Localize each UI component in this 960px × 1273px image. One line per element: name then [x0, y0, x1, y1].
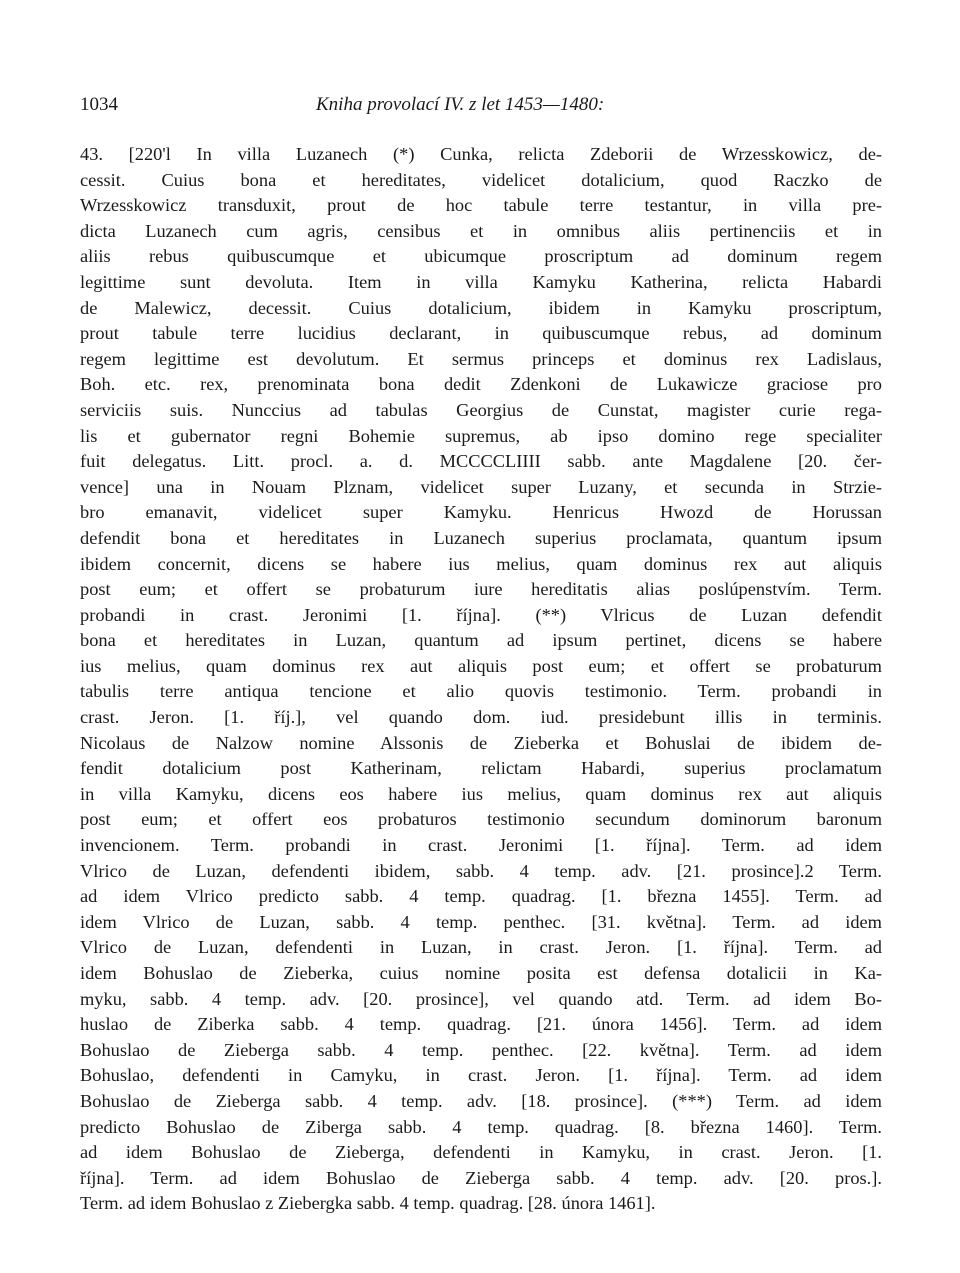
text-line: Bohuslao de Zieberga sabb. 4 temp. adv. [18. prosince]. (***) Term. ad idem	[80, 1090, 882, 1111]
text-line: lis et gubernator regni Bohemie supremus, ab ipso domino rege specialiter	[80, 425, 882, 446]
text-line: aliis rebus quibuscumque et ubicumque proscriptum ad dominum regem	[80, 246, 882, 267]
text-line: legittime sunt devoluta. Item in villa Kamyku Katherina, relicta Habardi	[80, 271, 882, 292]
text-line: Wrzesskowicz transduxit, prout de hoc tabule terre testantur, in villa pre-	[80, 195, 882, 216]
page-number: 1034	[80, 94, 118, 115]
text-line: fendit dotalicium post Katherinam, relictam Habardi, superius proclamatum	[80, 758, 882, 779]
text-line: bro emanavit, videlicet super Kamyku. Henricus Hwozd de Horussan	[80, 502, 882, 523]
text-line: ius melius, quam dominus rex aut aliquis post eum; et offert se probaturum	[80, 655, 882, 676]
text-line: myku, sabb. 4 temp. adv. [20. prosince], vel quando atd. Term. ad idem Bo-	[80, 988, 882, 1009]
text-line: října]. Term. ad idem Bohuslao de Zieberga sabb. 4 temp. adv. [20. pros.].	[80, 1167, 882, 1188]
text-line: Bohuslao de Zieberga sabb. 4 temp. penthec. [22. května]. Term. ad idem	[80, 1039, 882, 1060]
text-line: huslao de Ziberka sabb. 4 temp. quadrag. [21. února 1456]. Term. ad idem	[80, 1014, 882, 1035]
text-line: prout tabule terre lucidius declarant, in quibuscumque rebus, ad dominum	[80, 323, 882, 344]
text-line: vence] una in Nouam Plznam, videlicet super Luzany, et secunda in Strzie-	[80, 476, 882, 497]
text-line: predicto Bohuslao de Ziberga sabb. 4 temp. quadrag. [8. března 1460]. Term.	[80, 1116, 882, 1137]
text-line: Term. ad idem Bohuslao z Ziebergka sabb. 4 temp. quadrag. [28. února 1461].	[80, 1193, 656, 1214]
text-line: ibidem concernit, dicens se habere ius melius, quam dominus rex aut aliquis	[80, 553, 882, 574]
text-line: dicta Luzanech cum agris, censibus et in omnibus aliis pertinenciis et in	[80, 220, 882, 241]
text-line: regem legittime est devolutum. Et sermus princeps et dominus rex Ladislaus,	[80, 348, 882, 369]
text-line: idem Bohuslao de Zieberka, cuius nomine posita est defensa dotalicii in Ka-	[80, 963, 882, 983]
page-header	[80, 94, 880, 124]
text-line: in villa Kamyku, dicens eos habere ius melius, quam dominus rex aut aliquis	[80, 783, 882, 804]
text-line: idem Vlrico de Luzan, sabb. 4 temp. penthec. [31. května]. Term. ad idem	[80, 911, 882, 932]
text-line: ad idem Vlrico predicto sabb. 4 temp. quadrag. [1. března 1455]. Term. ad	[80, 886, 882, 907]
running-title: Kniha provolací IV. z let 1453—1480:	[316, 94, 605, 115]
text-line: post eum; et offert se probaturum iure hereditatis alias poslúpenstvím. Term.	[80, 579, 882, 600]
text-line: 43. [220'l In villa Luzanech (*) Cunka, relicta Zdeborii de Wrzesskowicz, de-	[80, 144, 882, 164]
text-line: defendit bona et hereditates in Luzanech superius proclamata, quantum ipsum	[80, 527, 882, 548]
text-line: post eum; et offert eos probaturos testimonio secundum dominorum baronum	[80, 809, 882, 830]
text-line: Boh. etc. rex, prenominata bona dedit Zdenkoni de Lukawicze graciose pro	[80, 374, 882, 395]
text-line: Nicolaus de Nalzow nomine Alssonis de Zieberka et Bohuslai de ibidem de-	[80, 732, 882, 753]
text-line: de Malewicz, decessit. Cuius dotalicium, ibidem in Kamyku proscriptum,	[80, 297, 882, 318]
text-line: tabulis terre antiqua tencione et alio quovis testimonio. Term. probandi in	[80, 681, 882, 702]
text-line: invencionem. Term. probandi in crast. Jeronimi [1. října]. Term. ad idem	[80, 835, 882, 856]
text-line: probandi in crast. Jeronimi [1. října]. (**) Vlricus de Luzan defendit	[80, 604, 882, 625]
text-line: serviciis suis. Nunccius ad tabulas Georgius de Cunstat, magister curie rega-	[80, 399, 882, 420]
document-body	[80, 142, 882, 1217]
text-line: Vlrico de Luzan, defendenti in Luzan, in crast. Jeron. [1. října]. Term. ad	[80, 937, 882, 958]
text-line: ad idem Bohuslao de Zieberga, defendenti in Kamyku, in crast. Jeron. [1.	[80, 1142, 882, 1163]
text-line: cessit. Cuius bona et hereditates, videlicet dotalicium, quod Raczko de	[80, 169, 882, 190]
text-line: Bohuslao, defendenti in Camyku, in crast. Jeron. [1. října]. Term. ad idem	[80, 1065, 882, 1086]
text-line: bona et hereditates in Luzan, quantum ad ipsum pertinet, dicens se habere	[80, 630, 882, 651]
text-line: crast. Jeron. [1. říj.], vel quando dom. iud. presidebunt illis in terminis.	[80, 707, 882, 728]
text-line: Vlrico de Luzan, defendenti ibidem, sabb. 4 temp. adv. [21. prosince].2 Term.	[80, 860, 882, 881]
text-line: fuit delegatus. Litt. procl. a. d. MCCCCLIIII sabb. ante Magdalene [20. čer-	[80, 451, 882, 472]
